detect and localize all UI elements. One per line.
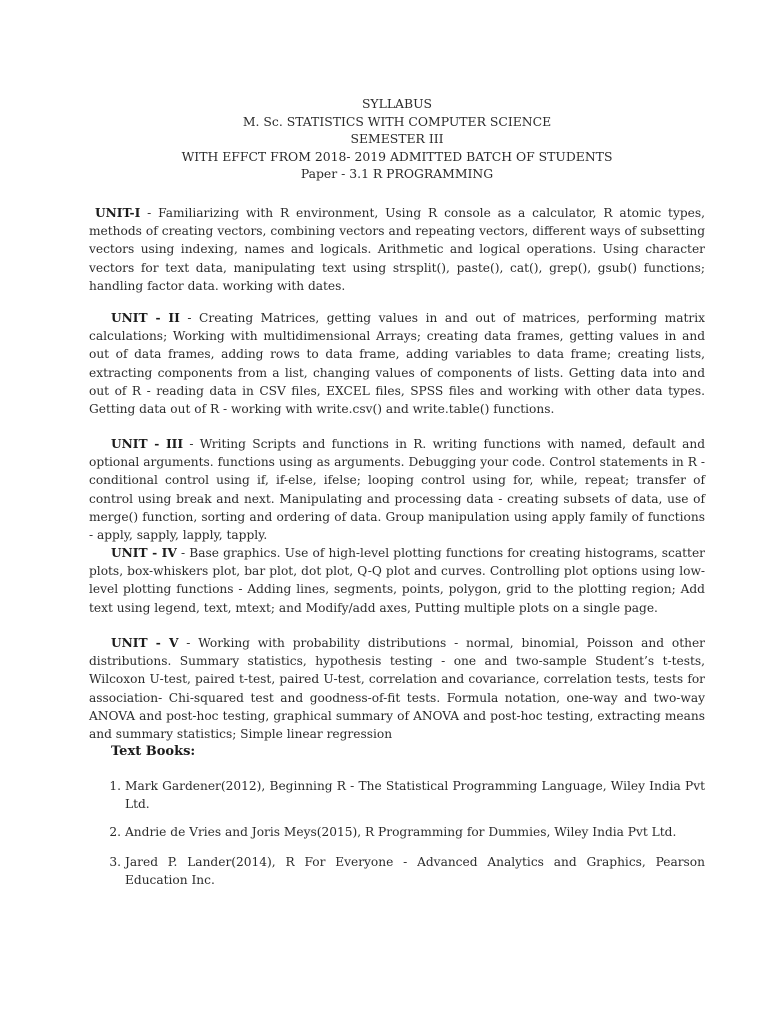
text-book-citation: Mark Gardener(2012), Beginning R - The Statistical Programming Language, Wiley India Pvt Ltd. [125, 779, 705, 811]
header-paper: Paper - 3.1 R PROGRAMMING [300, 166, 494, 182]
header-program: M. Sc. STATISTICS WITH COMPUTER SCIENCE [242, 113, 552, 129]
text-book-citation: Jared P. Lander(2014), R For Everyone - Advanced Analytics and Graphics, Pearson Education Inc. [125, 855, 705, 887]
header-effect: WITH EFFCT FROM 2018- 2019 ADMITTED BATCH OF STUDENTS [181, 148, 613, 164]
unit-1-text: - Familiarizing with R environment, Using R console as a calculator, R atomic types, methods of creating vectors, combining vectors and repeating vectors, different ways of subsetting vectors using indexing, names and logicals. Arithmetic and logical operations. Using character vectors for text data, manipulating text using strsplit(), paste(), cat(), grep(), gsub() functions; handling factor data. working with dates. [89, 206, 705, 293]
text-book-number: 1. [109, 779, 121, 793]
unit-5-label: UNIT - V [111, 636, 179, 650]
text-book-citation: Andrie de Vries and Joris Meys(2015), R Programming for Dummies, Wiley India Pvt Ltd. [125, 825, 677, 839]
unit-1-label: UNIT-I [95, 206, 141, 220]
unit-3-paragraph [89, 435, 705, 544]
unit-2-label: UNIT - II [111, 311, 180, 325]
unit-3-text: - Writing Scripts and functions in R. writing functions with named, default and optional arguments. functions using as arguments. Debugging your code. Control statements in R - conditional control using if, if-else, ifelse; looping control using for, while, repeat; transfer of control using break and next. Manipulating and processing data - creating subsets of data, use of merge() function, sorting and ordering of data. Group manipulation using apply family of functions - apply, sapply, lapply, tapply. [89, 437, 706, 543]
unit-2-paragraph [89, 309, 705, 418]
text-book-item [103, 853, 705, 889]
unit-4-label: UNIT - IV [111, 546, 177, 560]
unit-2-text: - Creating Matrices, getting values in and out of matrices, performing matrix calculations; Working with multidimensional Arrays; creating data frames, getting values in and out of data frames, adding rows to data frame, adding variables to data frame; creating lists, extracting components from a list, changing values of components of lists. Getting data into and out of R - reading data in CSV files, EXCEL files, SPSS files and working with other data types. Getting data out of R - working with write.csv() and write.table() functions. [89, 311, 705, 417]
header-title: SYLLABUS [361, 96, 433, 111]
unit-4-text: - Base graphics. Use of high-level plotting functions for creating histograms, scatter plots, box-whiskers plot, bar plot, dot plot, Q-Q plot and curves. Controlling plot options using low-level plotting functions - Adding lines, segments, points, polygon, grid to the plotting region; Add text using legend, text, mtext; and Modify/add axes, Putting multiple plots on a single page. [89, 546, 705, 615]
syllabus-header [89, 95, 705, 183]
header-semester: SEMESTER III [350, 131, 444, 147]
text-book-item [103, 823, 705, 841]
unit-5-text: - Working with probability distributions - normal, binomial, Poisson and other distributions. Summary statistics, hypothesis testing - one and two-sample Student’s t-tests, Wilcoxon U-test, paired t-test, paired U-test, correlation and covariance, correlation tests, tests for association- Chi-squared test and goodness-of-fit tests. Formula notation, one-way and two-way ANOVA and post-hoc testing, graphical summary of ANOVA and post-hoc testing, extracting means and summary statistics; Simple linear regression [89, 636, 705, 742]
text-book-number: 3. [109, 855, 121, 869]
text-book-number: 2. [109, 825, 121, 839]
unit-4-paragraph [89, 544, 705, 617]
unit-1-paragraph [89, 204, 705, 295]
syllabus-page [89, 0, 705, 1024]
text-book-item [103, 777, 705, 813]
unit-5-paragraph [89, 634, 705, 743]
unit-3-label: UNIT - III [111, 437, 184, 451]
text-books-heading: Text Books: [111, 744, 196, 759]
